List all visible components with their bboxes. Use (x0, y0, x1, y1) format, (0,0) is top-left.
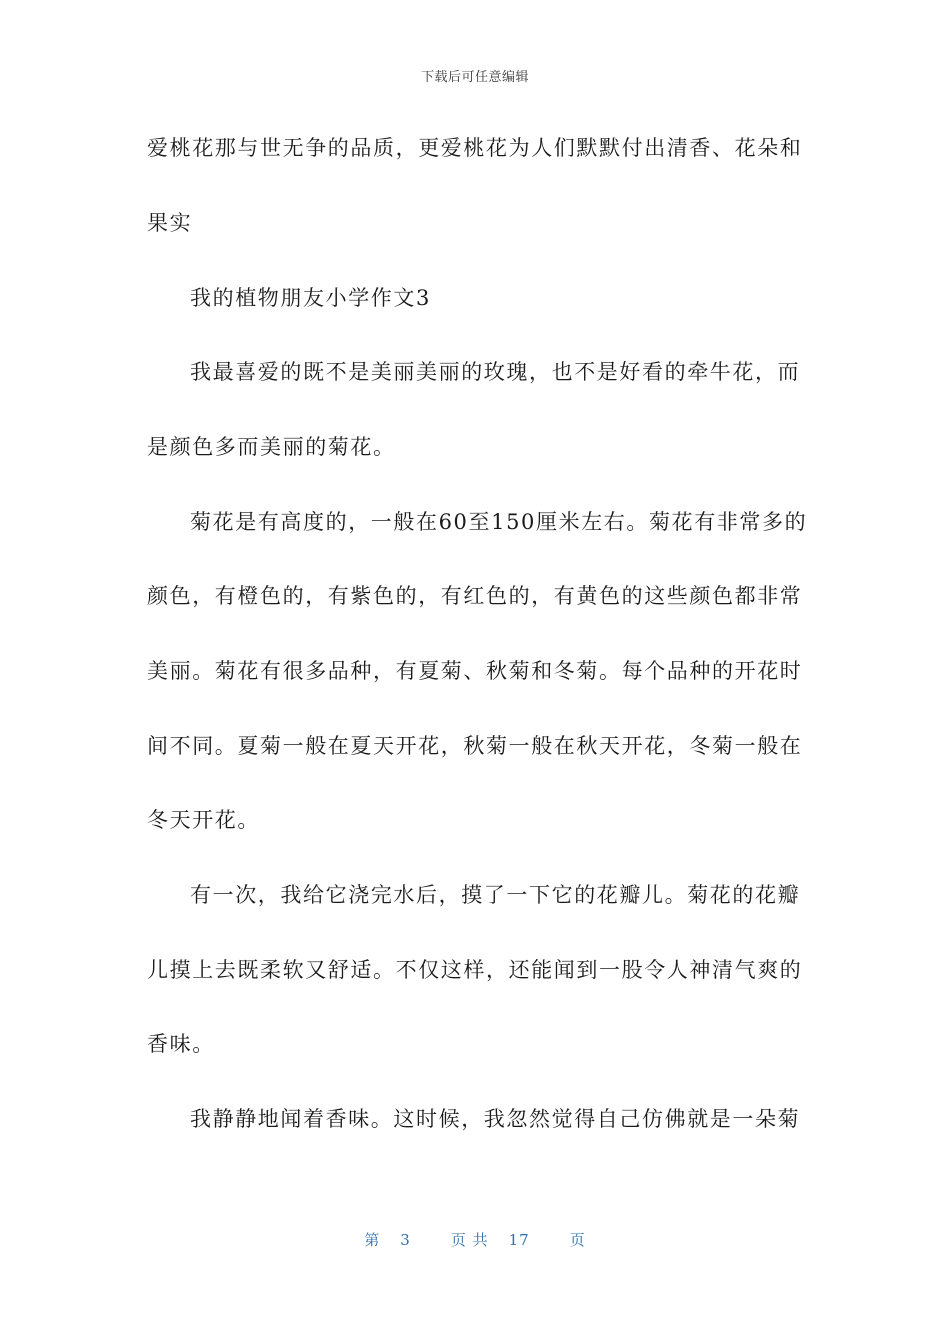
body-line: 果实 (147, 211, 193, 235)
body-line: 儿摸上去既柔软又舒适。不仅这样，还能闻到一股令人神清气爽的 (147, 958, 803, 982)
body-line: 我最喜爱的既不是美丽美丽的玫瑰，也不是好看的牵牛花，而 (190, 360, 801, 384)
body-line: 冬天开花。 (147, 808, 260, 832)
body-line: 颜色，有橙色的，有紫色的，有红色的，有黄色的这些颜色都非常 (147, 584, 803, 608)
body-line: 香味。 (147, 1032, 215, 1056)
body-line: 爱桃花那与世无争的品质，更爱桃花为人们默默付出清香、花朵和 (147, 136, 803, 160)
page-footer (0, 1229, 950, 1250)
footer-current-page: 3 (400, 1231, 411, 1249)
body-line: 美丽。菊花有很多品种，有夏菊、秋菊和冬菊。每个品种的开花时 (147, 659, 803, 683)
footer-suffix: 页 (569, 1231, 586, 1249)
body-line: 是颜色多而美丽的菊花。 (147, 435, 396, 459)
page-header: 下载后可任意编辑 (420, 70, 529, 85)
body-line: 有一次，我给它浇完水后，摸了一下它的花瓣儿。菊花的花瓣 (190, 883, 801, 907)
body-line: 菊花是有高度的，一般在60至150厘米左右。菊花有非常多的 (190, 510, 808, 534)
section-title: 我的植物朋友小学作文3 (190, 286, 431, 310)
footer-prefix: 第 (364, 1231, 381, 1249)
footer-total-pages: 17 (508, 1231, 530, 1249)
body-line: 间不同。夏菊一般在夏天开花，秋菊一般在秋天开花，冬菊一般在 (147, 734, 803, 758)
footer-middle: 页 共 (450, 1231, 489, 1249)
body-line: 我静静地闻着香味。这时候，我忽然觉得自己仿佛就是一朵菊 (190, 1107, 801, 1131)
